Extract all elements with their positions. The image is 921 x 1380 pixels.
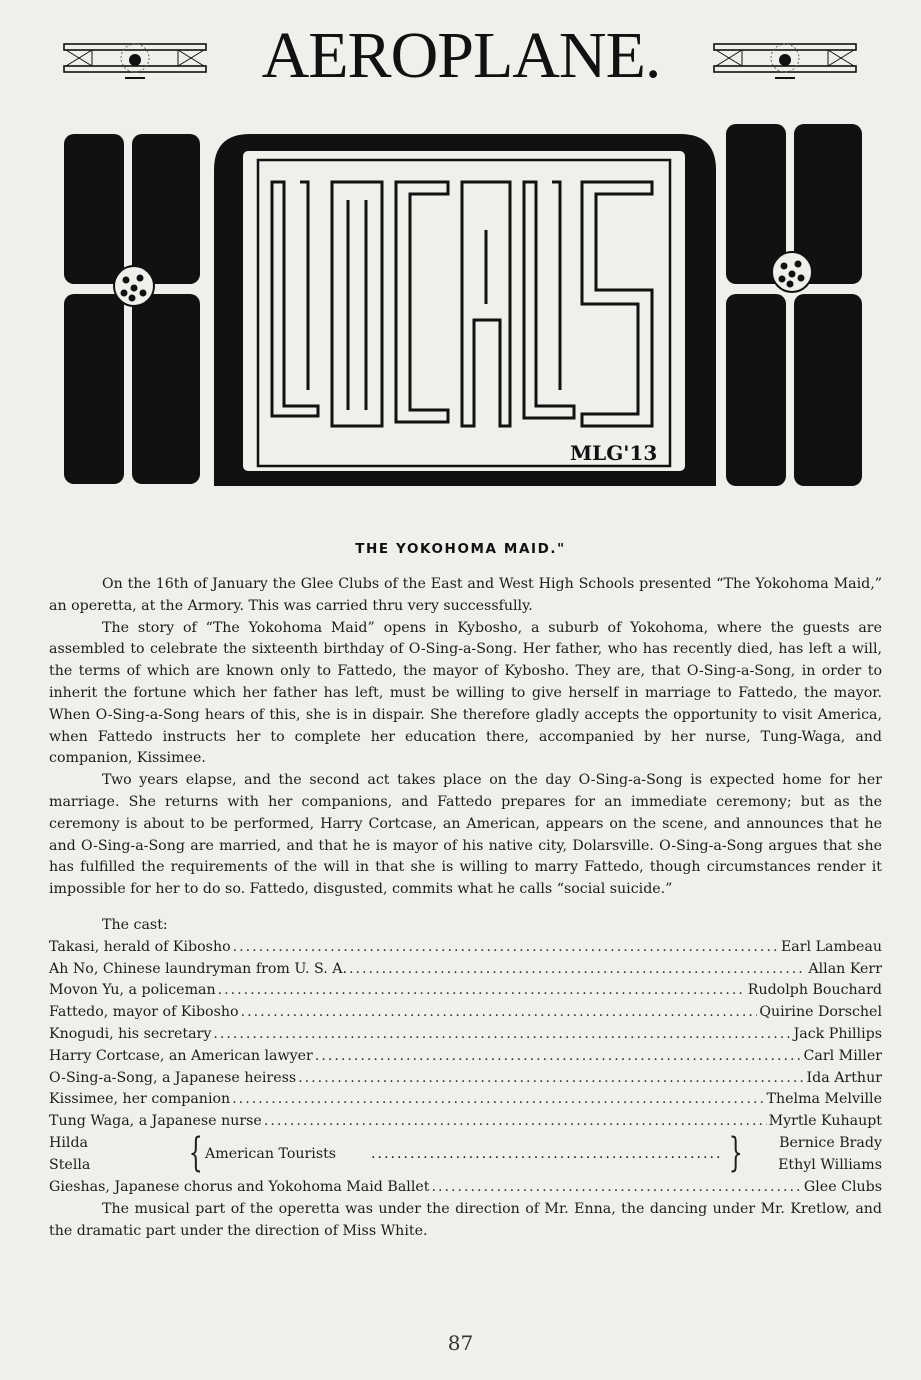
paragraph-3: Two years elapse, and the second act takes place on the day O-Sing-a-Song is expected home for her marriage. She returns with her companions, and Fattedo prepares for an immediate ceremony; but as the ceremony is about to be performed, Harry Cortcase, an American, appears on the scene, and announces that he and O-Sing-a-Song are married, and that he is mayor of his native city, Dolarsville. O-Sing-a-Song argues that she has fulfilled the requirements of the will in that she is willing to marry Fattedo, though circumstances render it impossible for her to do so. Fattedo, disgusted, commits what he calls “social suicide.” [49, 772, 882, 898]
cast-role: Ah No, Chinese laundryman from U. S. A. [49, 960, 348, 977]
cast-row [49, 1046, 882, 1068]
cast-row [49, 1111, 882, 1133]
masthead-title: AEROPLANE. [261, 19, 661, 92]
right-brace: } [728, 1129, 743, 1176]
cast-row [49, 1089, 882, 1111]
cast-role: Takasi, herald of Kibosho [49, 938, 231, 955]
left-brace: { [188, 1129, 203, 1176]
group-name: Hilda [49, 1134, 88, 1151]
cast-actor: Quirine Dorschel [759, 1004, 882, 1021]
cast-actor: Ida Arthur [806, 1069, 882, 1086]
cast-role: O-Sing-a-Song, a Japanese heiress [49, 1069, 297, 1086]
cast-role: Tung Waga, a Japanese nurse [49, 1113, 262, 1130]
leader-dots [241, 1002, 758, 1024]
cast-actor: Earl Lambeau [780, 938, 882, 955]
leader-dots [349, 959, 806, 981]
cast-actor: Myrtle Kuhaupt [768, 1113, 882, 1130]
leader-dots [218, 980, 746, 1002]
leader-dots [232, 1089, 764, 1111]
cast-actor: Jack Phillips [793, 1025, 882, 1042]
leader-dots [233, 937, 779, 959]
cast-role: Gieshas, Japanese chorus and Yokohoma Maid Ballet [49, 1178, 430, 1195]
propeller-left-icon [64, 134, 200, 484]
cast-role: Movon Yu, a policeman [49, 982, 216, 999]
cast-label: The cast: [102, 916, 168, 933]
group-name: Stella [49, 1156, 91, 1173]
propeller-right-icon [726, 124, 862, 486]
article-body [49, 574, 882, 1242]
cast-actor: Carl Miller [803, 1047, 882, 1064]
cast-actor: Rudolph Bouchard [747, 982, 882, 999]
cast-list [49, 937, 882, 1199]
paragraph-1: On the 16th of January the Glee Clubs of the East and West High Schools presented “The Yokohoma Maid,” an operetta, at the Armory. This was carried thru very successfully. [49, 576, 882, 614]
group-actor: Ethyl Williams [778, 1156, 882, 1173]
leader-dots [371, 1144, 723, 1166]
closing-paragraph: The musical part of the operetta was under the direction of Mr. Enna, the dancing under Mr. Kretlow, and the dramatic part under the direction of Miss White. [49, 1200, 882, 1239]
article-title: THE YOKOHOMA MAID." [355, 541, 566, 557]
leader-dots [431, 1177, 801, 1199]
cast-row [49, 1024, 882, 1046]
leader-dots [298, 1068, 804, 1090]
cast-group-tourists [49, 1129, 882, 1177]
paragraph-2: The story of “The Yokohoma Maid” opens in Kybosho, a suburb of Yokohoma, where the guests are assembled to celebrate the sixteenth birthday of O-Sing-a-Song. Her father, who has recently died, has left a will, the terms of which are known only to Fattedo, the mayor of Kybosho. They are, that O-Sing-a-Song, in order to inherit the fortune which her father has left, must be willing to give herself in marriage to Fattedo, the mayor. When O-Sing-a-Song hears of this, she is in dispair. She therefore gladly accepts the opportunity to visit America, when Fattedo instructs her to complete her education there, accompanied by her nurse, Tung-Waga, and companion, Kissimee. [49, 619, 882, 767]
cast-actor: Thelma Melville [766, 1091, 882, 1108]
cast-role: Kissimee, her companion [49, 1091, 231, 1108]
biplane-right-icon [712, 36, 858, 82]
leader-dots [264, 1111, 767, 1133]
locals-banner [62, 120, 866, 492]
cast-role: Fattedo, mayor of Kibosho [49, 1004, 239, 1021]
banner-signature: MLG'13 [570, 441, 658, 465]
leader-dots [213, 1024, 791, 1046]
cast-role: Harry Cortcase, an American lawyer [49, 1047, 313, 1064]
cast-row-chorus [49, 1177, 882, 1199]
cast-actor: Glee Clubs [803, 1178, 882, 1195]
page-number: 87 [447, 1331, 474, 1355]
masthead [0, 14, 921, 94]
cast-role: Knogudi, his secretary [49, 1025, 212, 1042]
cast-actor: Allan Kerr [808, 960, 882, 977]
leader-dots [315, 1046, 802, 1068]
group-role: American Tourists [205, 1145, 337, 1162]
cast-row [49, 980, 882, 1002]
cast-row [49, 959, 882, 981]
biplane-left-icon [62, 36, 208, 82]
cast-row [49, 937, 882, 959]
group-actor: Bernice Brady [779, 1134, 882, 1151]
cast-row [49, 1068, 882, 1090]
cast-row [49, 1002, 882, 1024]
